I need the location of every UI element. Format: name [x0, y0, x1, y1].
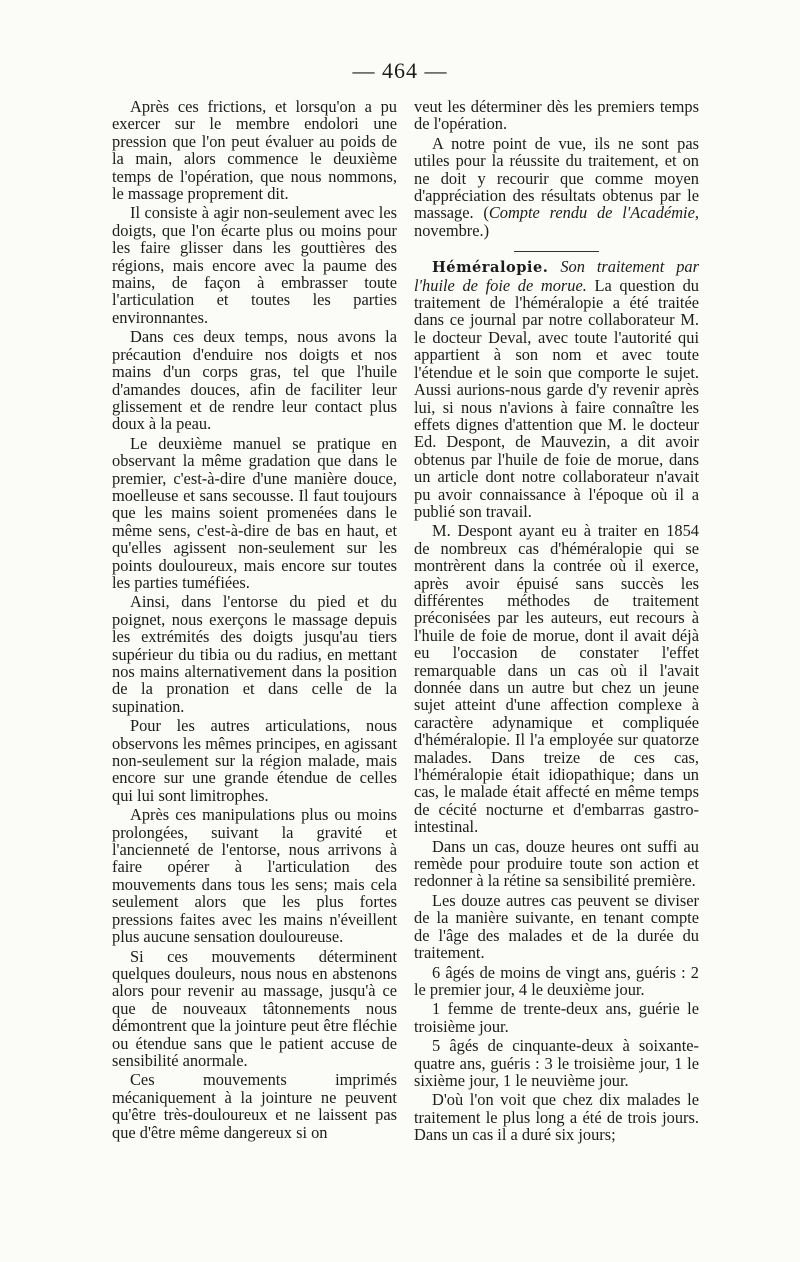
paragraph: Il consiste à agir non-seulement avec les doigts, que l'on écarte plus ou moins pour les faire glisser dans les gouttières des régions, mais encore avec la paume des mains, de façon à embrasser toute l'articulation et toutes les parties environnantes.: [112, 203, 397, 327]
paragraph: Ces mouvements imprimés mécaniquement à la jointure ne peuvent qu'être très-douloureux et ne laissent pas que d'être même dangereux si on: [112, 1070, 397, 1142]
right-column: [414, 98, 699, 1146]
paragraph: 1 femme de trente-deux ans, guérie le troisième jour.: [414, 999, 699, 1036]
left-column: [112, 98, 397, 1143]
page-number: — 464 —: [352, 58, 448, 83]
section-heading: Héméralopie.: [432, 259, 549, 277]
paragraph-text: La question du traitement de l'héméralopie a été traitée dans ce journal par notre collaborateur M. le docteur Deval, avec toute l'autorité qui appartient à son nom et avec toute l'étendue et le soin que comporte le sujet. Aussi aurions-nous garde d'y revenir après lui, si nous n'avions à faire connaître les effets dignes d'attention que M. le docteur Ed. Despont, de Mauvezin, a dit avoir obtenus par l'huile de foie de morue, dans un article dont notre collaborateur n'avait pu avoir connaissance à l'époque où il a publié son travail.: [414, 275, 699, 521]
paragraph: M. Despont ayant eu à traiter en 1854 de nombreux cas d'héméralopie qui se montrèrent dans la contrée où il exerce, après avoir épuisé sans succès les différentes méthodes de traitement préconisées par les auteurs, eut recours à l'huile de foie de morue, dont il avait déjà eu l'occasion de constater l'effet remarquable dans un cas où il l'avait donnée dans un autre but chez un jeune sujet atteint d'une affection complexe à caractère adynamique et compliquée d'héméralopie. Il l'a employée sur quatorze malades. Dans treize de ces cas, l'héméralopie était idiopathique; dans un cas, le malade était affecté en même temps de cécité nocturne et d'embarras gastro-intestinal.: [414, 521, 699, 837]
paragraph: Les douze autres cas peuvent se diviser de la manière suivante, en tenant compte de l'âge des malades et de la durée du traitement.: [414, 890, 699, 963]
paragraph: Le deuxième manuel se pratique en observant la même gradation que dans le premier, c'est-à-dire d'une manière douce, moelleuse et sans secousse. Il faut toujours que les mains soient promenées dans le même sens, c'est-à-dire de bas en haut, et qu'elles agissent non-seulement sur les points douloureux, mais encore sur toutes les parties tuméfiées.: [112, 433, 397, 592]
paragraph: D'où l'on voit que chez dix malades le traitement le plus long a été de trois jours. Dans un cas il a duré six jours;: [414, 1090, 699, 1145]
paragraph-text: A notre point de vue, ils ne sont pas utiles pour la réussite du traitement, et on ne doit y recourir que comme moyen d'appréciation des résultats obtenus par le massage. (: [414, 133, 699, 223]
section-subtitle: Son traitement par l'huile de foie de morue.: [414, 257, 699, 295]
paragraph: 6 âgés de moins de vingt ans, guéris : 2 le premier jour, 4 le deuxième jour.: [414, 962, 699, 999]
paragraph: Après ces frictions, et lorsqu'on a pu exercer sur le membre endolori une pression que l'on peut évaluer au poids de la main, alors commence le deuxième temps de l'opération, que nous nommons, le massage proprement dit.: [112, 97, 397, 204]
paragraph-continued: veut les déterminer dès les premiers temps de l'opération.: [414, 97, 699, 134]
paragraph: Pour les autres articulations, nous observons les mêmes principes, en agissant non-seulement sur la région malade, mais encore sur une grande étendue de celles qui lui sont limitrophes.: [112, 716, 397, 805]
paragraph: Dans ces deux temps, nous avons la précaution d'enduire nos doigts et nos mains d'un corps gras, tel que l'huile d'amandes douces, afin de faciliter leur glissement et de rendre leur contact plus doux à la peau.: [112, 327, 397, 434]
citation-date: , novembre.): [414, 203, 699, 240]
paragraph: 5 âgés de cinquante-deux à soixante-quatre ans, guéris : 3 le troisième jour, 1 le sixième jour, 1 le neuvième jour.: [414, 1036, 699, 1090]
citation-title: Compte rendu de l'Académie: [488, 203, 695, 223]
paragraph: [414, 135, 699, 239]
paragraph: Dans un cas, douze heures ont suffi au remède pour produire toute son action et redonner à la rétine sa sensibilité première.: [414, 836, 699, 891]
paragraph: Si ces mouvements déterminent quelques douleurs, nous nous en abstenons alors pour revenir au massage, jusqu'à ce que de nouveaux tâtonnements nous démontrent que la jointure peut être fléchie ou étendue sans que le patient accuse de sensibilité anormale.: [112, 946, 397, 1070]
paragraph: Ainsi, dans l'entorse du pied et du poignet, nous exerçons le massage depuis les extrémités des doigts jusqu'au tiers supérieur du tibia ou du radius, en mettant nos mains alternativement dans la position de la pronation et dans celle de la supination.: [112, 592, 397, 716]
section-divider: [514, 251, 599, 252]
section-heading-paragraph: [414, 258, 699, 520]
paragraph: Après ces manipulations plus ou moins prolongées, suivant la gravité et l'ancienneté de l'entorse, nous arrivons à faire opérer à l'articulation des mouvements dans tous les sens; mais cela seulement alors que les plus fortes pressions faites avec les mains n'éveillent plus aucune sensation douloureuse.: [112, 805, 397, 947]
